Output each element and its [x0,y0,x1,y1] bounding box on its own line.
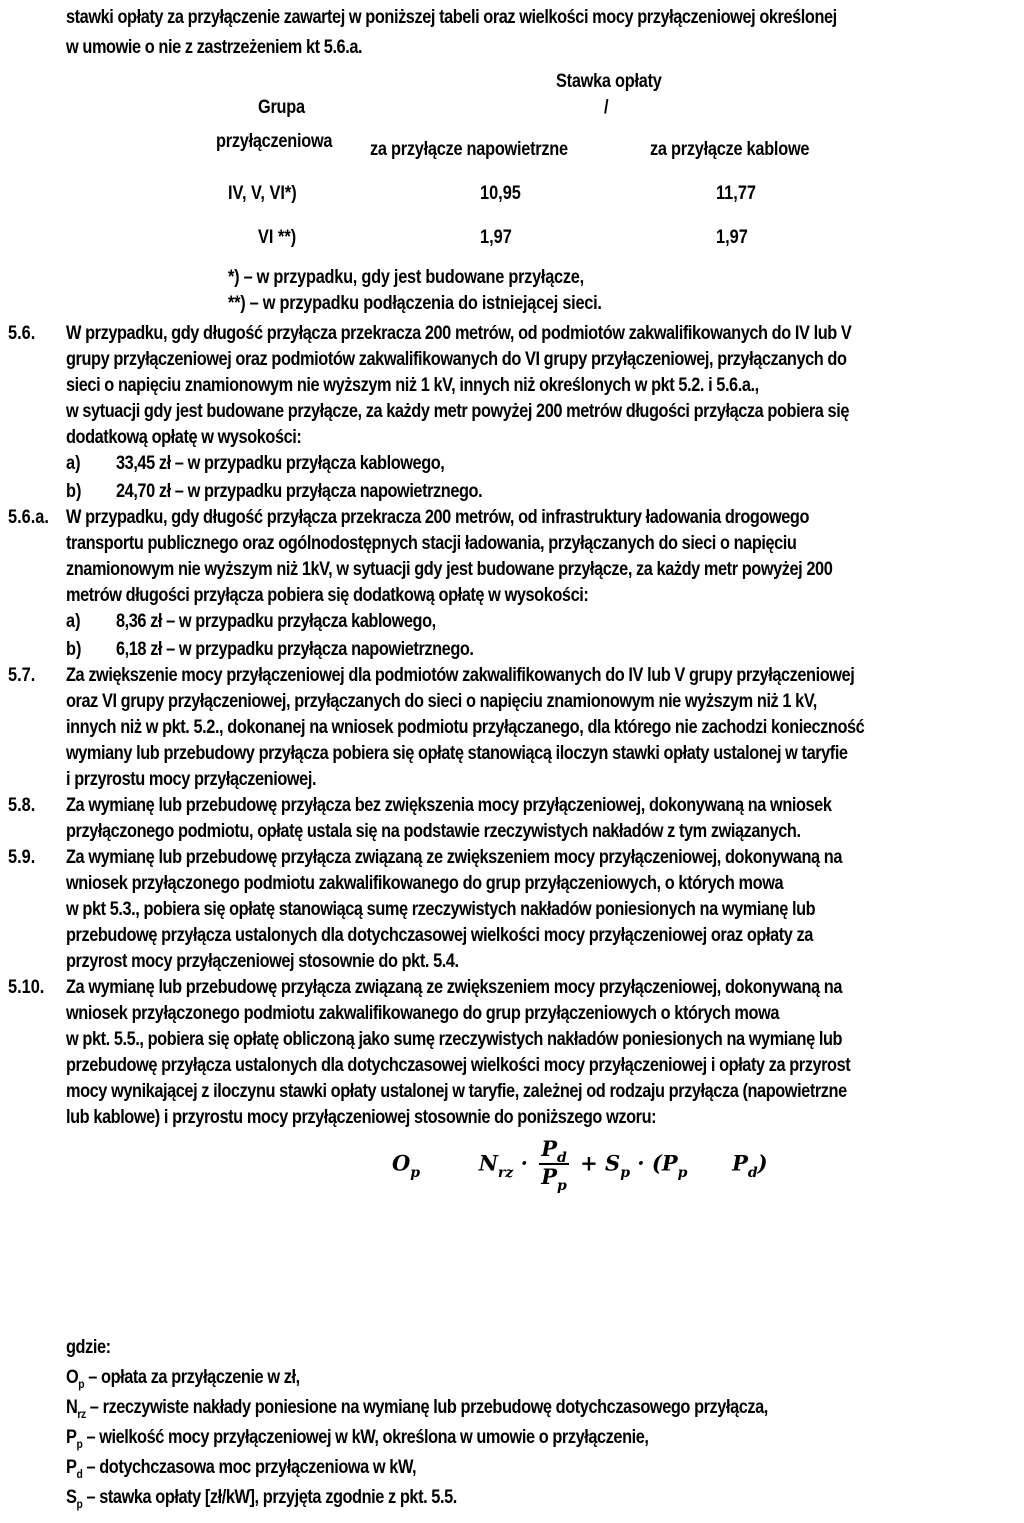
s510-line: mocy wynikającej z iloczynu stawki opłaty ustalonej w taryfie, zależnej od rodzaju przyłącza (napowietrzne [66,1081,847,1102]
formula-operator: + [580,1150,598,1176]
s59-line: w pkt 5.3., pobiera się opłatę stanowiącą sumę rzeczywistych nakładów poniesionych na wymianę lub [66,899,816,920]
s56-line: w sytuacji gdy jest budowane przyłącze, za każdy metr powyżej 200 metrów długości przyłącza pobiera się [66,401,849,422]
s57-line: Za zwiększenie mocy przyłączeniowej dla podmiotów zakwalifikowanych do IV lub V grupy przyłączeniowej [66,665,855,686]
table-header-group-1: Grupa [258,97,305,118]
formula-fraction [539,1138,569,1192]
formula-subscript: d [556,1150,567,1166]
formula-symbol: P [541,1164,557,1189]
s510-line: w pkt. 5.5., pobiera się opłatę obliczoną jako sumę rzeczywistych nakładów poniesionych na wymianę lub [66,1029,843,1050]
formula-symbol: O [392,1150,411,1176]
legend-item: $S_p$ – stawka opłaty [zł/kW], przyjęta zgodnie z pkt. 5.5. [66,1487,457,1511]
table-row-1-cable: 11,77 [716,183,756,204]
section-number-5-8: 5.8. [8,795,36,816]
s56-line: sieci o napięciu znamionowym nie wyższym niż 1 kV, innych niż określonych w pkt 5.2. i 5.6.a., [66,375,759,396]
s510-line: wniosek przyłączonego podmiotu zakwalifikowanego do grup przyłączeniowych o których mowa [66,1003,780,1024]
s56a-item-b-label: b) [66,639,82,660]
s56a-line: transportu publicznego oraz ogólnodostępnych stacji ładowania, przyłączanych do sieci o napięciu [66,533,797,554]
legend-item: $P_d$ – dotychczasowa moc przyłączeniowa w kW, [66,1457,417,1481]
s57-line: innych niż w pkt. 5.2., dokonanej na wniosek podmiotu przyłączanego, dla którego nie zachodzi konieczność [66,717,865,738]
section-number-5-10: 5.10. [8,977,45,998]
formula-subscript: d [747,1164,758,1181]
section-number-5-7: 5.7. [8,665,36,686]
table-row-2-group: VI **) [258,227,297,248]
table-footnote-1: *) – w przypadku, gdy jest budowane przyłącze, [228,267,584,288]
s510-line: lub kablowe) i przyrostu mocy przyłączeniowej stosownie do poniższego wzoru: [66,1107,657,1128]
s510-line: przebudowę przyłącza ustalonych dla dotychczasowej wielkości mocy przyłączeniowej i opłaty za przyrost [66,1055,851,1076]
formula-symbol: S [605,1150,621,1176]
table-row-2-cable: 1,97 [716,227,748,248]
s59-line: Za wymianę lub przebudowę przyłącza związaną ze zwiększeniem mocy przyłączeniowej, dokonywaną na [66,847,842,868]
legend-item: $N_{rz}$ – rzeczywiste nakłady poniesione na wymianę lub przebudowę dotychczasowego przyłącza, [66,1397,768,1421]
s56-line: dodatkową opłatę w wysokości: [66,427,302,448]
formula-subscript: p [410,1164,421,1181]
s59-line: przebudowę przyłącza ustalonych dla dotychczasowej wielkości mocy przyłączeniowej oraz opłaty za [66,925,813,946]
fee-formula [392,1138,768,1192]
s59-line: przyrost mocy przyłączeniowej stosownie do pkt. 5.4. [66,951,459,972]
table-row-2-overhead: 1,97 [480,227,512,248]
s57-line: i przyrostu mocy przyłączeniowej. [66,769,317,790]
s57-line: oraz VI grupy przyłączeniowej, przyłączanych do sieci o napięciu znamionowym nie wyższym niż 1 kV, [66,691,817,712]
s510-line: Za wymianę lub przebudowę przyłącza związaną ze zwiększeniem mocy przyłączeniowej, dokonywaną na [66,977,842,998]
s56-item-a: 33,45 zł – w przypadku przyłącza kablowego, [116,453,445,474]
s56a-line: metrów długości przyłącza pobiera się dodatkową opłatę w wysokości: [66,585,589,606]
s56a-line: znamionowym nie wyższym niż 1kV, w sytuacji gdy jest budowane przyłącze, za każdy metr powyżej 200 [66,559,833,580]
section-number-5-6: 5.6. [8,323,36,344]
s56-line: grupy przyłączeniowej oraz podmiotów zakwalifikowanych do VI grupy przyłączeniowej, przyłączanych do [66,349,847,370]
intro-line-2: w umowie o nie z zastrzeżeniem kt 5.6.a. [66,37,363,58]
section-number-5-9: 5.9. [8,847,36,868]
s56a-item-b: 6,18 zł – w przypadku przyłącza napowietrznego. [116,639,474,660]
formula-symbol: P [541,1136,557,1161]
table-footnote-2: **) – w przypadku podłączenia do istniejącej sieci. [228,293,602,314]
intro-line-1: stawki opłaty za przyłączenie zawartej w poniższej tabeli oraz wielkości mocy przyłączeniowej określonej [66,7,837,28]
s59-line: wniosek przyłączonego podmiotu zakwalifikowanego do grup przyłączeniowych, o których mowa [66,873,784,894]
s56-item-b-label: b) [66,481,82,502]
s56-item-b: 24,70 zł – w przypadku przyłącza napowietrznego. [116,481,483,502]
table-header-group-2: przyłączeniowa [216,131,333,152]
formula-operator: · [637,1150,645,1176]
s56-line: W przypadku, gdy długość przyłącza przekracza 200 metrów, od podmiotów zakwalifikowanych do IV lub V [66,323,852,344]
s57-line: wymiany lub przebudowy przyłącza pobiera się opłatę stanowiącą iloczyn stawki opłaty ustalonej w taryfie [66,743,848,764]
formula-subscript: p [677,1164,688,1181]
s56a-item-a: 8,36 zł – w przypadku przyłącza kablowego, [116,611,436,632]
table-header-slash: / [604,97,609,118]
legend-item: $P_p$ – wielkość mocy przyłączeniowej w kW, określona w umowie o przyłączenie, [66,1427,649,1451]
formula-operator: · [520,1150,528,1176]
table-header-overhead: za przyłącze napowietrzne [370,139,568,160]
table-header-cable: za przyłącze kablowe [650,139,810,160]
formula-subscript: p [620,1164,630,1181]
legend-item: $O_p$ – opłata za przyłączenie w zł, [66,1367,300,1391]
s56-item-a-label: a) [66,453,81,474]
table-row-1-group: IV, V, VI*) [228,183,297,204]
formula-subscript: rz [497,1164,514,1181]
formula-symbol: N [478,1150,498,1176]
section-number-5-6-a: 5.6.a. [8,507,49,528]
formula-symbol: P [661,1150,678,1176]
legend-heading: gdzie: [66,1337,111,1358]
s56a-line: W przypadku, gdy długość przyłącza przekracza 200 metrów, od infrastruktury ładowania drogowego [66,507,810,528]
table-header-rate: Stawka opłaty [556,71,662,92]
s58-line: przyłączonego podmiotu, opłatę ustala się na podstawie rzeczywistych nakładów z tym związanych. [66,821,801,842]
s58-line: Za wymianę lub przebudowę przyłącza bez zwiększenia mocy przyłączeniowej, dokonywaną na wniosek [66,795,832,816]
formula-paren: ) [757,1150,768,1176]
formula-subscript: p [556,1178,567,1194]
formula-symbol: P [732,1150,748,1176]
formula-paren: ( [651,1150,662,1176]
table-row-1-overhead: 10,95 [480,183,521,204]
s56a-item-a-label: a) [66,611,81,632]
